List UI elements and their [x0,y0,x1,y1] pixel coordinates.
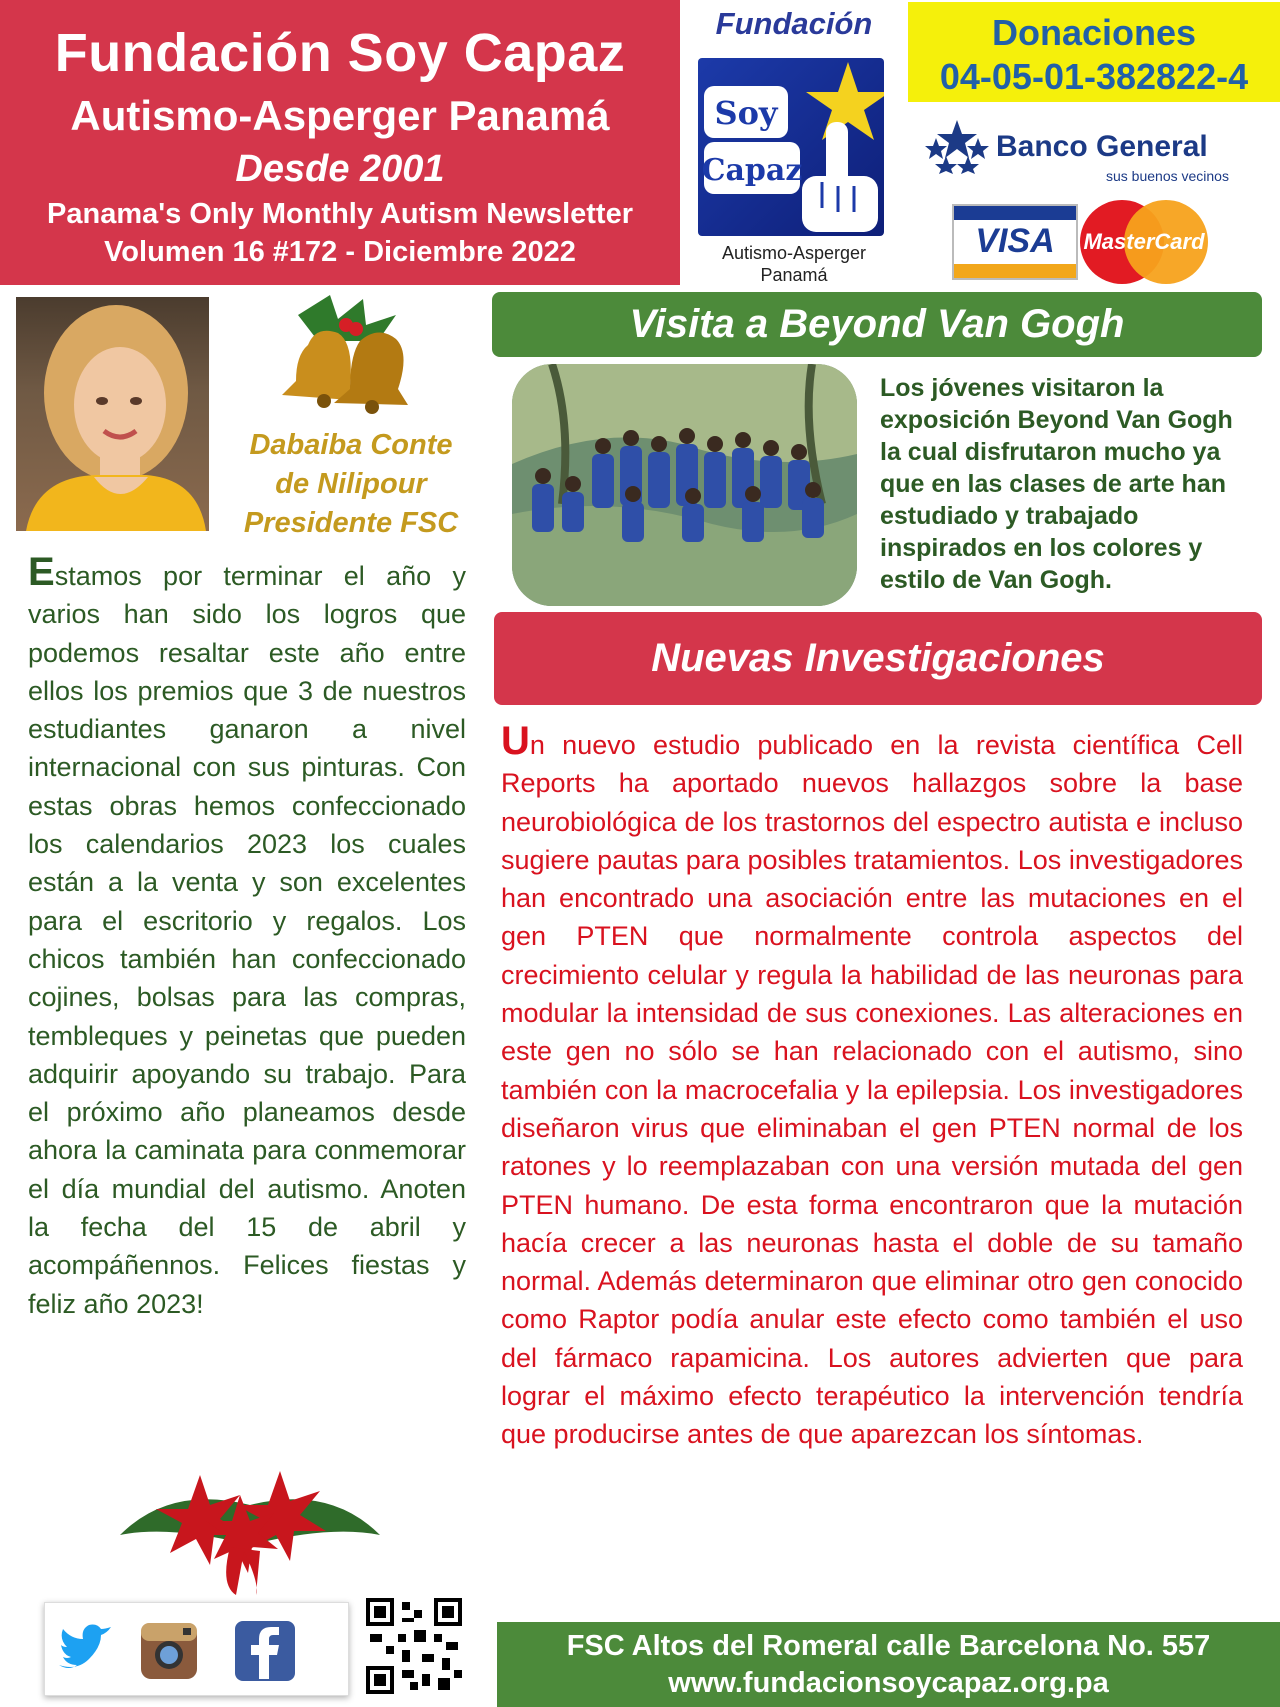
bank-logo [918,112,1258,192]
qr-code-icon[interactable] [366,1598,462,1694]
research-initial: U [501,719,530,763]
van-gogh-text: Los jóvenes visitaron la exposición Beyond Van Gogh la cual disfrutaron mucho ya que en las clases de arte han estudiado y trabajado inspirados en los colores y estilo de Van Gogh. [880,374,1233,594]
research-body: n nuevo estudio publicado en la revista científica Cell Reports ha aportado nuevos hallazgos sobre la base neurobiológica de los trastornos del espectro autista e incluso sugiere pautas para posibles tratamientos. Los investigadores han encontrado una asociación entre las mutaciones en el gen PTEN que normalmente controla aspectos del crecimiento celular y regula la habilidad de las neuronas para modular la intensidad de sus conexiones. Las alteraciones en este gen no sólo se han relacionado con el autismo, sino también con la macrocefalia y la epilepsia. Los investigadores diseñaron virus que eliminaban el gen PTEN normal de los ratones y lo reemplazaban con una versión mutada del gen PTEN humano. De esta forma encontraron que la mutación hacía crecer a las neuronas hasta el doble de su tamaño normal. Además determinaron que eliminar otro gen conocido como Raptor podía anular este efecto como también el uso del fármaco rapamicina. Los autores advierten que para lograr el máximo efecto terapéutico la intervención tendría que producirse antes de que aparezcan los síntomas. [501,730,1243,1450]
facebook-icon[interactable] [233,1619,297,1683]
president-name-line2: de Nilipour [275,468,427,500]
organization-name: Fundación Soy Capaz [54,23,626,83]
president-photo [16,297,209,531]
president-caption [220,426,482,543]
logo-bottom-line1: Autismo-Asperger [721,243,867,263]
logo-top-text: Fundación [715,6,873,41]
footer-website-link[interactable]: www.fundacionsoycapaz.org.pa [668,1667,1109,1699]
research-article [501,719,1243,1454]
footer-address: FSC Altos del Romeral calle Barcelona No. 557 [566,1630,1211,1662]
christmas-bells-icon [268,285,428,425]
van-gogh-title: Visita a Beyond Van Gogh [629,302,1125,346]
president-name-line1: Dabaiba Conte [249,429,453,461]
president-role: Presidente FSC [243,507,459,539]
visa-logo [952,204,1078,280]
newsletter-tagline: Panama's Only Monthly Autism Newsletter [47,198,633,230]
organization-subtitle: Autismo-Asperger Panamá [70,92,610,139]
mastercard-label: MasterCard [1083,229,1205,254]
bank-name: Banco General [996,130,1208,163]
bank-slogan: sus buenos vecinos [1106,168,1229,184]
letter-body: stamos por terminar el año y varios han sido los logros que podemos resaltar este año entre ellos los premios que 3 de nuestros estudiantes ganaron a nivel internacional con sus pinturas. Con estas obras hemos confeccionado los calendarios 2023 los cuales están a la venta y son excelentes para el escritorio y regalos. Los chicos también han confeccionado cojines, bolsas para las compras, tembleques y peinetas que pueden adquirir apoyando su trabajo. Para el próximo año planeamos desde ahora la caminata para conmemorar el día mundial del autismo. Anoten la fecha del 15 de abril y acompáñennos. Felices fiestas y feliz año 2023! [28,561,466,1319]
donations-box [908,2,1280,102]
twitter-icon[interactable] [55,1619,119,1683]
research-header [494,612,1262,705]
organization-since: Desde 2001 [235,148,445,190]
mastercard-logo [1080,200,1208,284]
pointing-hand-icon [802,122,878,232]
poinsettia-icon [110,1455,390,1595]
instagram-icon[interactable] [137,1619,201,1683]
van-gogh-group-photo [512,364,857,606]
organization-logo [683,0,905,285]
donations-title: Donaciones [991,12,1197,53]
president-letter [28,550,466,1323]
logo-word-capaz: Capaz [701,153,803,188]
van-gogh-header [492,292,1262,357]
logo-bottom-line2: Panamá [760,265,828,285]
donations-account-number: 04-05-01-382822-4 [939,56,1249,97]
logo-bottom-text [683,242,905,286]
research-title: Nuevas Investigaciones [651,636,1105,680]
footer [497,1622,1280,1707]
social-links [44,1602,349,1696]
logo-word-soy: Soy [714,94,778,132]
newsletter-header [0,0,680,285]
logo-emblem [698,58,884,236]
newsletter-volume: Volumen 16 #172 - Diciembre 2022 [104,236,576,268]
letter-initial: E [28,550,55,594]
visa-label: VISA [975,222,1055,260]
bank-stars-icon [922,118,992,174]
